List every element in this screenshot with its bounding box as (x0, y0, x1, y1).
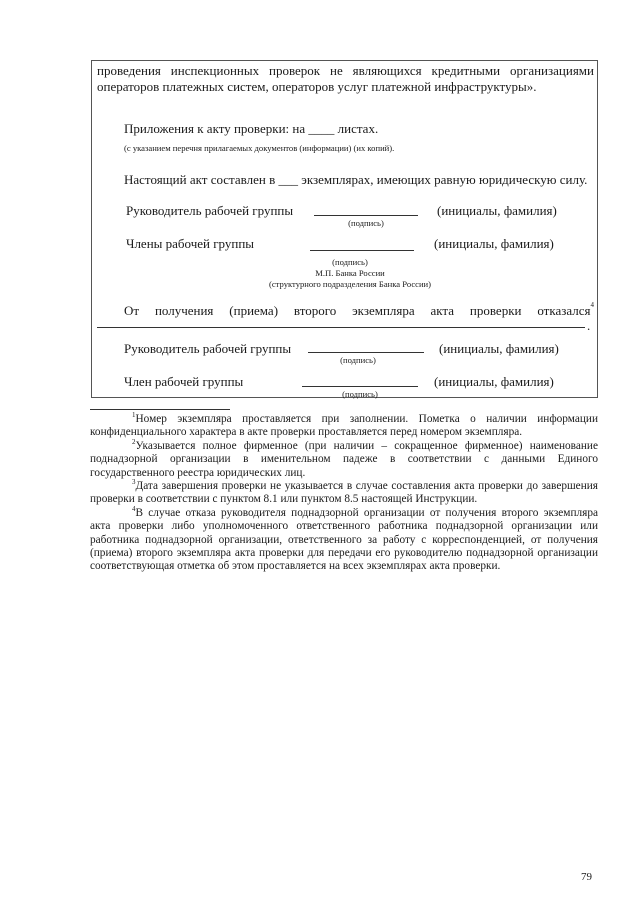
refusal-line (124, 303, 594, 319)
appendix-line: Приложения к акту проверки: на ____ листах. (124, 121, 379, 136)
refusal-word: проверки (469, 303, 522, 318)
refusal-word: отказался (537, 303, 591, 318)
footnote-number: 2 (132, 437, 136, 446)
footnote-text: Номер экземпляра проставляется при заполнении. Пометка о наличии информации конфиденциального характера в акте проверки проставляется перед номером экземпляра. (90, 413, 598, 439)
sig3-name: (инициалы, фамилия) (439, 341, 559, 356)
sig4-signature-line (302, 386, 418, 387)
appendix-note: (с указанием перечня прилагаемых документов (информации) (их копий). (124, 143, 395, 153)
footnote-number: 3 (132, 478, 136, 487)
sig4-name: (инициалы, фамилия) (434, 374, 554, 389)
stamp-line-2: (структурного подразделения Банка России) (268, 279, 432, 289)
footnote-text: В случае отказа руководителя поднадзорной организации от получения второго экземпляра акта проверки либо уполномоченного ответственного работника поднадзорной организации или работника поднадзорной организации, ответственного за работу с корреспонденцией, от получения (приема) второго экземпляра акта проверки для передачи его руководителю поднадзорной организации соответствующая отметка об этом проставляется на всех экземплярах акта проверки. (90, 506, 598, 573)
sig2-name: (инициалы, фамилия) (434, 236, 554, 251)
sig1-name: (инициалы, фамилия) (437, 203, 557, 218)
sig3-role: Руководитель рабочей группы (124, 341, 292, 356)
refusal-word: (приема) (229, 303, 279, 318)
sig4-caption: (подпись) (342, 389, 378, 399)
refusal-word: второго (293, 303, 337, 318)
refusal-fill-line (97, 327, 585, 328)
refusal-word: получения (154, 303, 214, 318)
sig1-signature-line (314, 215, 418, 216)
footnotes (90, 413, 598, 574)
sig2-caption: (подпись) (332, 257, 368, 267)
refusal-word: акта (430, 303, 455, 318)
page-number: 79 (581, 871, 592, 883)
sig1-caption: (подпись) (348, 218, 384, 228)
copies-line: Настоящий акт составлен в ___ экземплярах, имеющих равную юридическую силу. (124, 172, 588, 187)
sig4-role: Член рабочей группы (124, 374, 244, 389)
intro-line-2: операторов платежных систем, операторов услуг платежной инфраструктуры». (97, 79, 537, 94)
intro-line-1: проведения инспекционных проверок не являющихся кредитными организациями (97, 63, 594, 78)
sig2-role: Члены рабочей группы (126, 236, 255, 251)
footnote-ref-4: 4 (590, 301, 594, 309)
sig3-signature-line (308, 352, 424, 353)
refusal-word-last (537, 303, 594, 319)
footnote-number: 1 (132, 411, 136, 419)
footnote-number: 4 (132, 504, 136, 513)
footnote-3 (90, 480, 598, 507)
sig3-caption: (подпись) (340, 355, 376, 365)
sig1-role: Руководитель рабочей группы (126, 203, 294, 218)
refusal-word: От (124, 303, 140, 318)
refusal-end-dot: . (587, 318, 591, 333)
stamp-line-1: М.П. Банка России (315, 268, 385, 278)
footnote-text: Указывается полное фирменное (при наличии – сокращенное фирменное) наименование поднадзорной организации в именительном падеже в соответствии с данными Единого государственного реестра юридических лиц. (90, 439, 598, 479)
refusal-word: экземпляра (352, 303, 415, 318)
footnote-2 (90, 437, 598, 480)
footnote-1 (90, 413, 598, 440)
footnote-separator (90, 409, 230, 410)
footnote-text: Дата завершения проверки не указывается в случае составления акта проверки до завершения проверки в соответствии с пунктом 8.1 или пунктом 8.5 настоящей Инструкции. (90, 480, 598, 506)
footnote-4 (90, 504, 598, 574)
sig2-signature-line (310, 250, 414, 251)
